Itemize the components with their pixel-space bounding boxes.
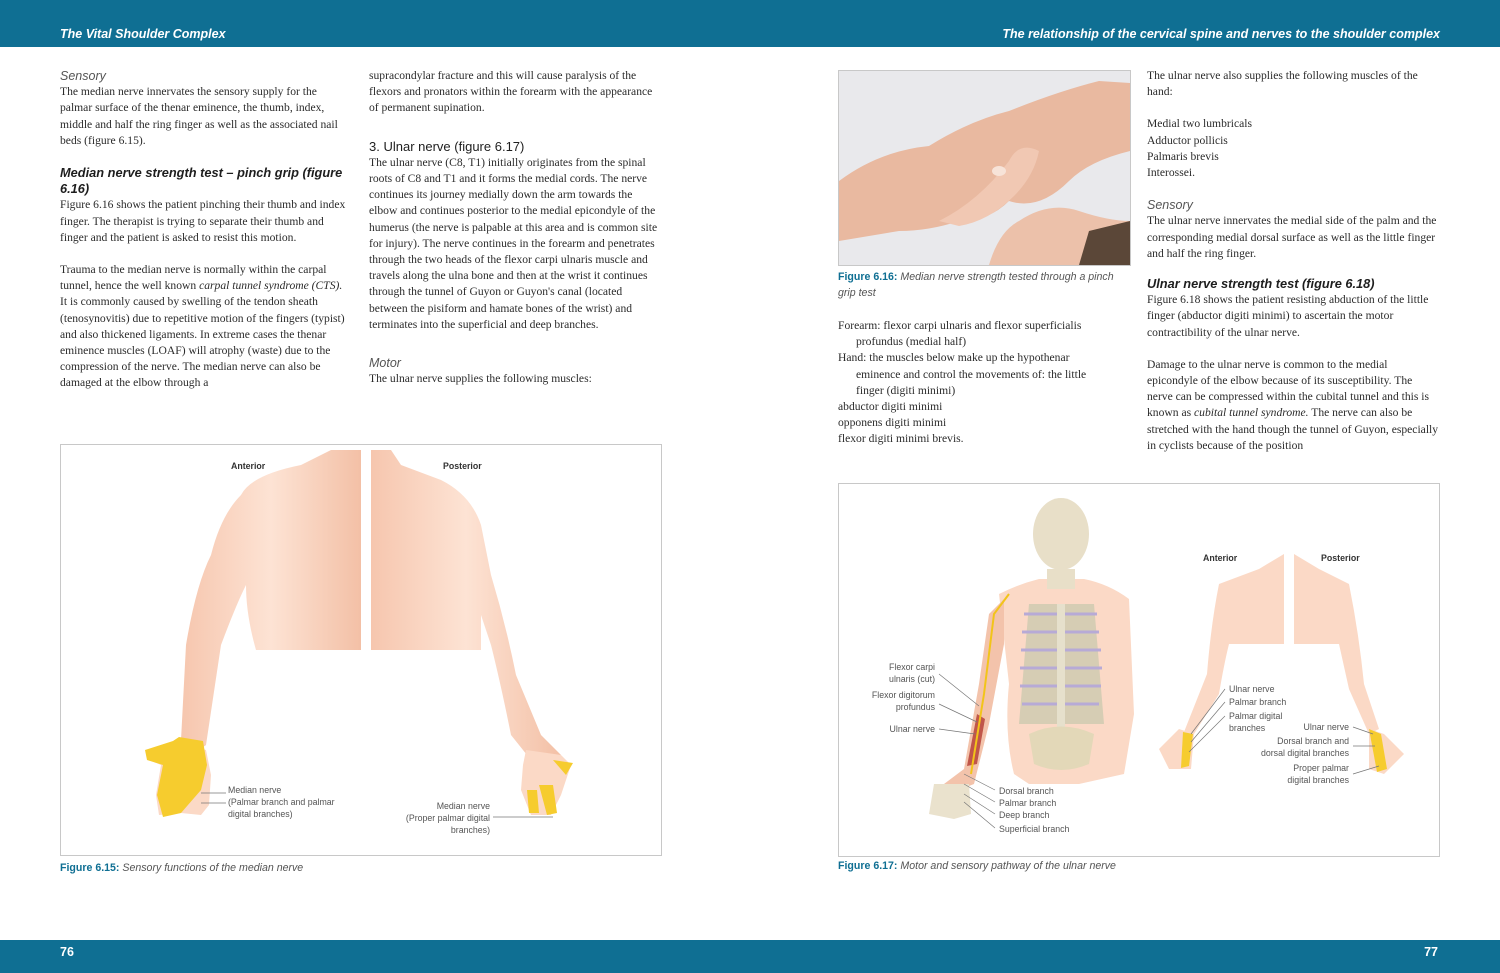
paragraph: The ulnar nerve also supplies the following muscles of the hand: [1147,69,1418,99]
header-right-title: The relationship of the cervical spine and nerves to the shoulder complex [1002,27,1440,41]
fig-label-r-proper-2: digital branches [1287,775,1349,785]
fig-label-median-3: digital branches) [228,809,293,819]
fig-label-ulnar: Ulnar nerve [889,724,935,734]
sensory-heading: Sensory [60,69,106,83]
fig-label-r-dorsal-2: dorsal digital branches [1260,748,1349,758]
paragraph: Figure 6.16 shows the patient pinching their thumb and index finger. The therapist is trying to separate their thumb and finger and the patient is asked to resist this motion. [60,198,346,244]
fig-label-r-palmar: Palmar branch [1229,697,1287,707]
list-item: opponens digiti minimi [838,416,947,430]
section-heading: Median nerve strength test – pinch grip (figure 6.16) [60,165,343,197]
paragraph: Damage to the ulnar nerve is common to the medial epicondyle of the elbow because of its susceptibility. The nerve can be compressed within the cubital tunnel and this is known as cubital tunnel syndrome. The nerve can also be stretched with the hand though the tunnel of Guyon, especially in cyclists because of the position [1147,357,1439,452]
fig-label-fcu-2: ulnaris (cut) [889,674,935,684]
figure-6-16-photo [838,70,1131,266]
paragraph: Figure 6.18 shows the patient resisting abduction of the little finger (abductor digiti minimi) to ascertain the motor contractibility of the ulnar nerve. [1147,293,1429,339]
page-number-left: 76 [60,945,74,959]
list-item: Adductor pollicis [1147,133,1228,147]
paragraph: profundus (medial half) [856,335,967,349]
paragraph: The ulnar nerve (C8, T1) initially originates from the spinal roots of C8 and T1 and it forms the medial cords. The nerve continues its journey medially down the arm towards the elbow and continues posterior to the medial epicondyle of the humerus (the nerve is palpable at this area and is common site for injury). The nerve continues in the forearm and penetrates through the two heads of the flexor carpi ulnaris muscle and travels along the ulna bone and then at the wrist it continues through the tunnel of Guyon or Guyon's canal (located between the pisiform and hamate bones of the wrist) and terminates into the superficial and deep branches. [369,155,658,331]
fig-label-r-pdig-2: branches [1229,723,1266,733]
motor-heading: Motor [369,356,401,371]
paragraph: finger (digiti minimi) [856,383,956,397]
sensory-heading: Sensory [1147,198,1193,213]
fig-label-r-posterior: Posterior [1321,553,1360,563]
footer-band [0,940,1500,973]
text-column-2 [369,68,661,387]
fig-label-anterior: Anterior [231,461,266,471]
section-heading: Ulnar nerve strength test (figure 6.18) [1147,276,1375,292]
list-item: Palmaris brevis [1147,149,1219,163]
fig-label-median-2: (Palmar branch and palmar [228,797,335,807]
fig-label-dorsal: Dorsal branch [999,786,1054,796]
fig-label-fcu-1: Flexor carpi [889,662,935,672]
figure-6-15-illustration [60,444,662,856]
fig-label-fdp-2: profundus [895,702,935,712]
fig-label-post-3: branches) [450,825,490,835]
fig-label-r-proper-1: Proper palmar [1293,763,1349,773]
fig-label-posterior: Posterior [443,461,482,471]
paragraph: The median nerve innervates the sensory supply for the palmar surface of the thenar eminence, the thumb, index, middle and half the ring finger as well as the associated nail beds (figure 6.15). [60,85,338,147]
fig-label-fdp-1: Flexor digitorum [871,690,935,700]
fig-label-post-2: (Proper palmar digital [405,813,490,823]
paragraph: supracondylar fracture and this will cause paralysis of the flexors and pronators within the forearm with the appearance of permanent supination. [369,69,653,115]
text-column-4 [1147,68,1440,454]
fig-label-r-pdig-1: Palmar digital [1229,711,1283,721]
text-column-1 [60,68,350,392]
paragraph: The ulnar nerve supplies the following muscles: [369,372,592,386]
fig-label-r-dorsal-1: Dorsal branch and [1277,736,1349,746]
section-heading: 3. Ulnar nerve (figure 6.17) [369,138,525,154]
fig-label-post-1: Median nerve [436,801,490,811]
fig-label-median-1: Median nerve [228,785,282,795]
figure-6-17-illustration [838,483,1440,857]
list-item: Medial two lumbricals [1147,117,1252,131]
fig-label-r-ulnar: Ulnar nerve [1229,684,1275,694]
paragraph: Trauma to the median nerve is normally within the carpal tunnel, hence the well known carpal tunnel syndrome (CTS). It is commonly caused by swelling of the tendon sheath (tenosynovitis) due to repetitive motion of the fingers (typist) and also thickened ligaments. In extreme cases the thenar eminence muscles (LOAF) will atrophy (waste) due to the compression of the nerve. The median nerve can also be damaged at the elbow through a [60,263,345,390]
fig-label-r-ulnar-2: Ulnar nerve [1303,722,1349,732]
figure-6-16-caption: Figure 6.16: Median nerve strength tested through a pinch grip test [838,271,1114,299]
fig-label-deep: Deep branch [999,810,1050,820]
page-number-right: 77 [1424,945,1438,959]
list-item: abductor digiti minimi [838,400,943,414]
paragraph: eminence and control the movements of: the little [856,367,1087,381]
fig-label-superficial: Superficial branch [999,824,1070,834]
fig-label-palmar: Palmar branch [999,798,1057,808]
paragraph: The ulnar nerve innervates the medial side of the palm and the corresponding medial dorsal surface as well as the little finger and half the ring finger. [1147,214,1437,260]
list-item: Interossei. [1147,166,1195,180]
text-column-3 [838,318,1138,448]
paragraph: Forearm: flexor carpi ulnaris and flexor superficialis [838,319,1082,332]
fig-label-r-anterior: Anterior [1203,553,1238,563]
list-item: flexor digiti minimi brevis. [838,432,964,446]
header-left-title: The Vital Shoulder Complex [60,27,226,41]
figure-6-15-caption: Figure 6.15: Sensory functions of the median nerve [60,862,304,874]
figure-6-17-caption: Figure 6.17: Motor and sensory pathway of the ulnar nerve [838,860,1116,872]
paragraph: Hand: the muscles below make up the hypothenar [838,351,1070,365]
